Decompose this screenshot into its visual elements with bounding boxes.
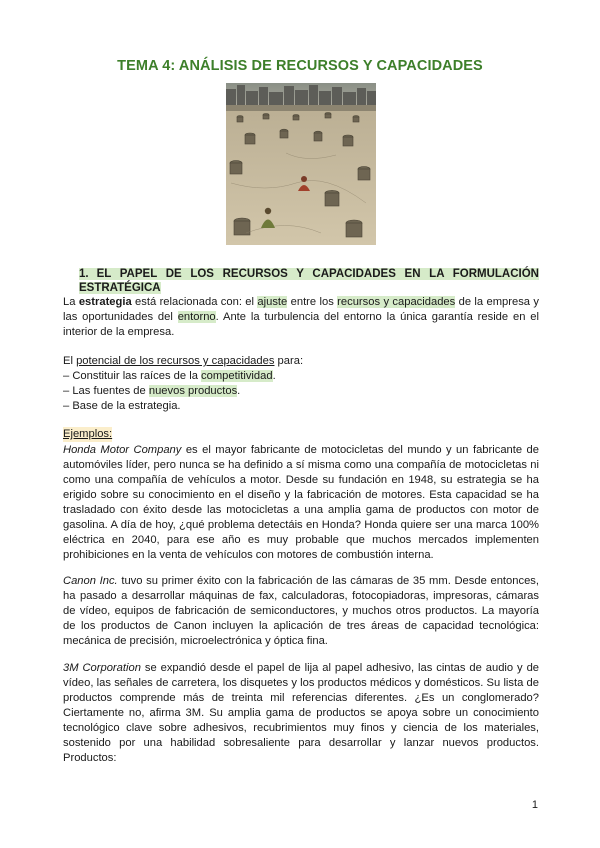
potential-underlined: potencial de los recursos y capacidades xyxy=(76,355,275,367)
company-name: Honda Motor Company xyxy=(63,444,182,456)
section-heading-line2 xyxy=(79,281,539,295)
intro-text: está relacionada con: el xyxy=(131,296,258,308)
section-heading xyxy=(79,267,539,295)
tree-stumps-illustration xyxy=(226,83,376,245)
intro-strategy-term: estrategia xyxy=(78,296,132,308)
examples-label: Ejemplos: xyxy=(63,428,113,440)
page-number: 1 xyxy=(531,799,538,811)
company-name: 3M Corporation xyxy=(63,662,141,674)
intro-text: de la empresa y las oportunidades del xyxy=(63,296,539,323)
list-item xyxy=(63,399,539,414)
list-item-text: – Las fuentes de xyxy=(63,385,149,397)
list-item-text: – Constituir las raíces de la xyxy=(63,370,202,382)
paragraph-text: es el mayor fabricante de motocicletas del mundo y un fabricante de automóviles líder, pero nunca se ha definido a sí misma como una compañía de motocicletas ni como una compañía de vehículos a motor. Desde su fundación en 1948, su estrategia se ha erigido sobre su conocimiento en el diseño y la fabricación de motores. Esta capacidad se ha trasladado con éxito desde las motocicletas a una amplia gama de productos con motor de gasolina. A día de hoy, ¿qué problema detectáis en Honda? Honda quiere ser una marca 100% eléctrica en 2040, para ese año es muy probable que muchos mercados implementen prohibiciones en la venta de vehículos con motores de combustión interna. xyxy=(63,444,539,561)
potential-text: El xyxy=(63,355,77,367)
list-item xyxy=(63,384,539,399)
threem-paragraph xyxy=(63,661,539,766)
list-item-text: . xyxy=(237,385,241,397)
canon-paragraph xyxy=(63,574,539,649)
document-title: TEMA 4: ANÁLISIS DE RECURSOS Y CAPACIDADES xyxy=(117,58,483,74)
intro-text: . Ante la turbulencia del entorno la única garantía reside en el interior de la empresa. xyxy=(63,311,539,338)
section-heading-text-2: ESTRATÉGICA xyxy=(79,282,161,294)
intro-text: entre los xyxy=(287,296,338,308)
potential-list xyxy=(63,354,539,414)
intro-recursos-highlight: recursos y capacidades xyxy=(337,296,456,308)
intro-text: La xyxy=(63,296,79,308)
nuevos-productos-highlight: nuevos productos xyxy=(148,385,238,397)
competitividad-highlight: competitividad xyxy=(201,370,273,382)
intro-paragraph xyxy=(63,295,539,340)
intro-entorno-highlight: entorno xyxy=(177,311,216,323)
list-item-text: . xyxy=(272,370,276,382)
list-item-text: – Base de la estrategia. xyxy=(63,400,181,412)
paragraph-text: tuvo su primer éxito con la fabricación de las cámaras de 35 mm. Desde entonces, ha pasado a desarrollar máquinas de fax, calculadoras, fotocopiadoras, impresoras, cámaras de vídeo, equipos de fabricación de semiconductores, y muchos otros productos. La mayoría de los productos de Canon incluyen la aplicación de tres áreas de capacidad tecnológica: mecánica de precisión, microelectrónica y óptica fina. xyxy=(63,575,539,647)
intro-ajuste-highlight: ajuste xyxy=(257,296,288,308)
honda-paragraph xyxy=(63,443,539,563)
section-heading-line1 xyxy=(79,268,539,280)
potential-intro xyxy=(63,354,539,369)
company-name: Canon Inc. xyxy=(63,575,118,587)
paragraph-text: se expandió desde el papel de lija al papel adhesivo, las cintas de audio y de vídeo, las señales de carretera, los disquetes y los productos médicos y domésticos. Su lista de productos comprende más de treinta mil referencias diferentes. ¿Es un conglomerado? Ciertamente no, afirma 3M. Su amplia gama de productos se apoya sobre un conocimiento tecnológico clave sobre adhesivos, recubrimientos muy finos y ciencia de los materiales, sostenido por una habilidad sobresaliente para desarrollar y lanzar nuevos productos. Productos: xyxy=(63,662,540,764)
section-number: 1. xyxy=(79,268,89,280)
potential-text: para: xyxy=(274,355,304,367)
section-heading-text: EL PAPEL DE LOS RECURSOS Y CAPACIDADES EN LA FORMULACIÓN xyxy=(96,268,539,280)
list-item xyxy=(63,369,539,384)
